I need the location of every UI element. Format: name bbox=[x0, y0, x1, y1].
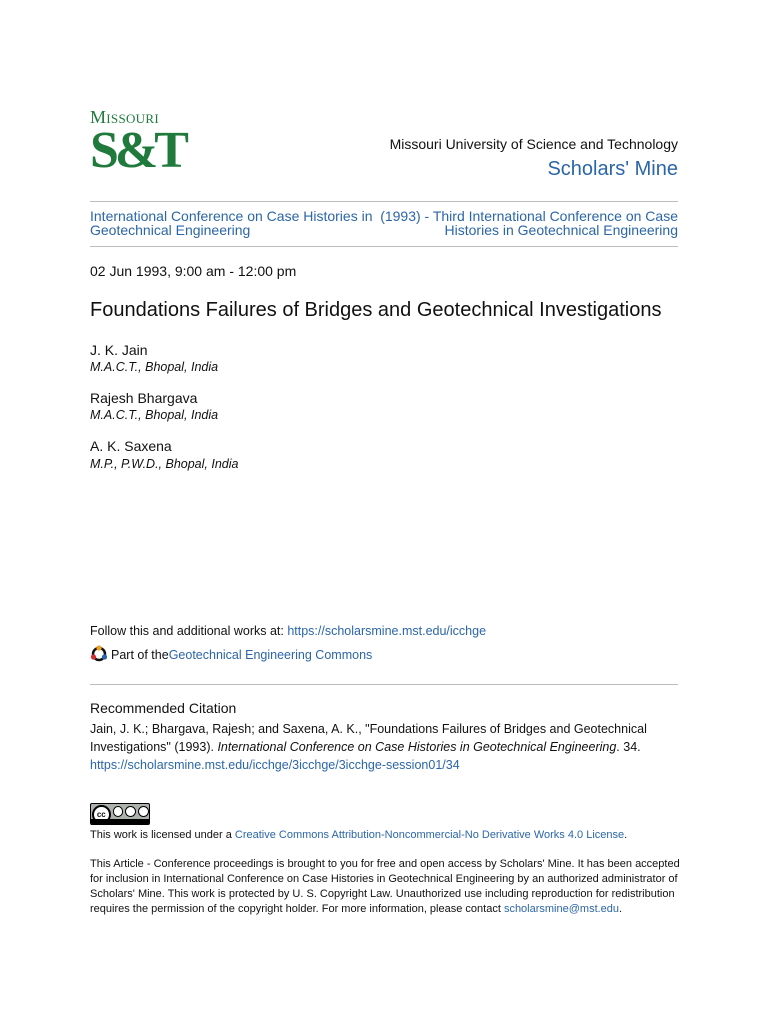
notice-end: . bbox=[619, 903, 623, 915]
follow-prefix: Follow this and additional works at: bbox=[90, 624, 288, 638]
author-name: Rajesh Bhargava bbox=[90, 390, 198, 406]
mst-logo[interactable] bbox=[90, 107, 185, 182]
author-affiliation: M.A.C.T., Bhopal, India bbox=[90, 408, 219, 422]
citation-text: Jain, J. K.; Bhargava, Rajesh; and Saxena, A. K., "Foundations Failures of Bridges and Geotechnical Investigations" (1993). bbox=[90, 722, 647, 754]
license-line bbox=[90, 829, 627, 841]
institution-name: Missouri University of Science and Technology bbox=[389, 136, 678, 152]
citation-number: . 34. bbox=[616, 740, 641, 754]
citation-url-link[interactable]: https://scholarsmine.mst.edu/icchge/3icchge/3icchge-session01/34 bbox=[90, 758, 460, 772]
part-of-line bbox=[90, 646, 372, 664]
notice-text: This Article - Conference proceedings is brought to you for free and open access by Scholars' Mine. It has been accepted for inclusion in International Conference on Case Histories in Geotechnical Engineering by an authorized administrator of Scholars' Mine. This work is protected by U. S. Copyright Law. Unauthorized use including reproduction for redistribution requires the permission of the copyright holder. For more information, please contact bbox=[90, 858, 680, 915]
divider bbox=[90, 201, 678, 202]
follow-line bbox=[90, 624, 486, 638]
citation-heading: Recommended Citation bbox=[90, 700, 237, 716]
commons-link[interactable]: Geotechnical Engineering Commons bbox=[168, 648, 373, 662]
divider bbox=[90, 246, 678, 247]
scholars-mine-link[interactable]: Scholars' Mine bbox=[547, 158, 678, 180]
author-name: J. K. Jain bbox=[90, 342, 148, 358]
author-name: A. K. Saxena bbox=[90, 438, 172, 454]
author-affiliation: M.A.C.T., Bhopal, India bbox=[90, 360, 219, 374]
by-icon bbox=[113, 806, 124, 817]
nc-icon bbox=[125, 806, 136, 817]
access-notice bbox=[90, 857, 680, 917]
page-title: Foundations Failures of Bridges and Geotechnical Investigations bbox=[90, 299, 662, 321]
part-of-prefix: Part of the bbox=[111, 648, 169, 662]
cc-icon: cc bbox=[92, 805, 111, 824]
license-link[interactable]: Creative Commons Attribution-Noncommercial-No Derivative Works 4.0 License bbox=[234, 829, 625, 841]
logo-main-text: S&T bbox=[90, 122, 185, 179]
citation-journal: International Conference on Case Histories in Geotechnical Engineering bbox=[217, 740, 617, 754]
breadcrumb-conference-link[interactable]: International Conference on Case Histories in Geotechnical Engineering bbox=[90, 208, 373, 238]
logo-top-text: Missouri bbox=[90, 107, 159, 127]
author-affiliation: M.P., P.W.D., Bhopal, India bbox=[90, 457, 239, 471]
license-prefix: This work is licensed under a bbox=[90, 829, 235, 841]
nd-icon bbox=[138, 806, 149, 817]
badge-strip bbox=[91, 819, 149, 824]
collection-link[interactable]: https://scholarsmine.mst.edu/icchge bbox=[287, 624, 487, 638]
contact-email-link[interactable]: scholarsmine@mst.edu bbox=[503, 903, 620, 915]
license-suffix: . bbox=[624, 829, 628, 841]
citation-block bbox=[90, 720, 680, 774]
divider bbox=[90, 684, 678, 685]
cc-license-badge[interactable] bbox=[90, 803, 150, 825]
event-date: 02 Jun 1993, 9:00 am - 12:00 pm bbox=[90, 263, 297, 279]
network-icon bbox=[90, 645, 108, 663]
breadcrumb-edition-link[interactable]: (1993) - Third International Conference on Case Histories in Geotechnical Engineering bbox=[380, 208, 678, 238]
